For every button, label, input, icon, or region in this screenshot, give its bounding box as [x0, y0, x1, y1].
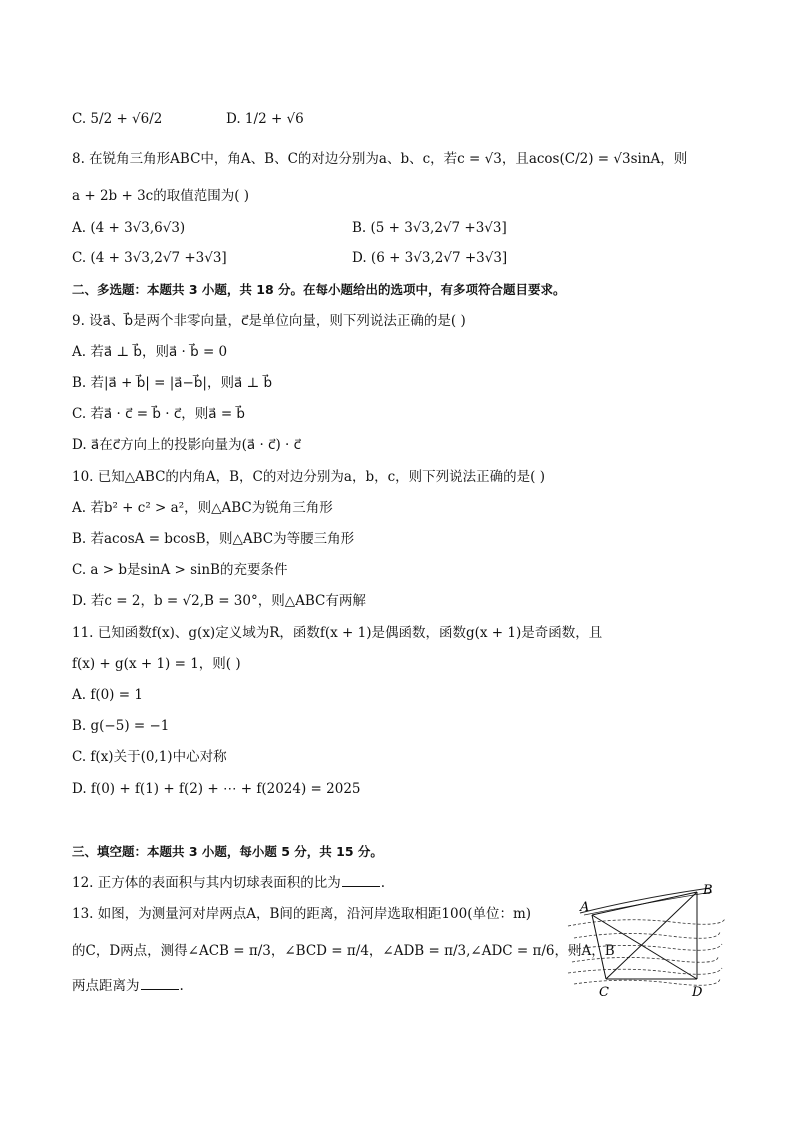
river-figure: [560, 880, 735, 1000]
q8-stem-line1: 8. 在锐角三角形ABC中，角A、B、C的对边分别为a、b、c，若c = √3，且acos(C/2) = √3sinA，则: [72, 151, 688, 167]
point-b-label: B: [703, 883, 713, 898]
section-2-heading: 二、多选题：本题共 3 小题，共 18 分。在每小题给出的选项中，有多项符合题目要求。: [72, 282, 566, 297]
point-a-label: A: [580, 900, 590, 915]
q11-option-b: B. g(−5) = −1: [72, 718, 170, 734]
q9-option-a: A. 若a⃗ ⊥ b⃗，则a⃗ · b⃗ = 0: [72, 344, 228, 360]
q8-option-d: D. (6 + 3√3,2√7 +3√3]: [352, 250, 508, 266]
q12-stem: 12. 正方体的表面积与其内切球表面积的比为: [72, 875, 341, 891]
q12-end: .: [380, 875, 386, 891]
river-bank-lines: [580, 888, 712, 915]
point-c-label: C: [599, 985, 609, 1000]
q10-option-c: C. a > b是sinA > sinB的充要条件: [72, 562, 288, 578]
q7-option-d: D. 1/2 + √6: [226, 111, 304, 127]
q8-option-c: C. (4 + 3√3,2√7 +3√3]: [72, 250, 227, 266]
q11-option-c: C. f(x)关于(0,1)中心对称: [72, 749, 227, 765]
q13-line2: 的C，D两点，测得∠ACB = π/3，∠BCD = π/4，∠ADB = π/3,∠ADC = π/6，则A，B: [72, 943, 615, 959]
q10-option-a: A. 若b² + c² > a²，则△ABC为锐角三角形: [72, 500, 333, 516]
q13-line3: [72, 977, 184, 995]
section-3-heading: 三、填空题：本题共 3 小题，每小题 5 分，共 15 分。: [72, 844, 383, 859]
q13-line1: 13. 如图，为测量河对岸两点A，B间的距离，沿河岸选取相距100(单位：m): [72, 906, 532, 922]
q8-option-b: B. (5 + 3√3,2√7 +3√3]: [352, 220, 507, 236]
q11-stem-line1: 11. 已知函数f(x)、g(x)定义域为R，函数f(x + 1)是偶函数，函数g(x + 1)是奇函数，且: [72, 625, 603, 641]
q10-option-b: B. 若acosA = bcosB，则△ABC为等腰三角形: [72, 531, 355, 547]
q9-option-d: D. a⃗在c⃗方向上的投影向量为(a⃗ · c⃗) · c⃗: [72, 437, 302, 453]
river-water-lines: [568, 918, 725, 985]
q9-option-b: B. 若|a⃗ + b⃗| = |a⃗−b⃗|，则a⃗ ⊥ b⃗: [72, 375, 273, 391]
q9-option-c: C. 若a⃗ · c⃗ = b⃗ · c⃗，则a⃗ = b⃗: [72, 406, 245, 422]
q10-stem: 10. 已知△ABC的内角A，B，C的对边分别为a，b，c，则下列说法正确的是( ): [72, 469, 545, 485]
q11-option-a: A. f(0) = 1: [72, 687, 143, 703]
q11-stem-line2: f(x) + g(x + 1) = 1，则( ): [72, 656, 241, 672]
point-d-label: D: [692, 985, 703, 1000]
q8-option-a: A. (4 + 3√3,6√3): [72, 220, 186, 236]
triangulation-lines: [592, 892, 697, 979]
q7-option-c: C. 5/2 + √6/2: [72, 111, 163, 127]
q13-answer-blank: [141, 977, 179, 990]
q13-line3-text: 两点距离为: [72, 978, 140, 994]
q10-option-d: D. 若c = 2，b = √2,B = 30°，则△ABC有两解: [72, 593, 366, 609]
q11-option-d: D. f(0) + f(1) + f(2) + ⋯ + f(2024) = 2025: [72, 781, 361, 797]
q9-stem: 9. 设a⃗、b⃗是两个非零向量，c⃗是单位向量，则下列说法正确的是( ): [72, 313, 466, 329]
question-12: [72, 874, 385, 892]
q8-stem-line2: a + 2b + 3c的取值范围为( ): [72, 188, 250, 204]
q12-answer-blank: [342, 874, 380, 887]
q13-end: .: [179, 978, 184, 994]
